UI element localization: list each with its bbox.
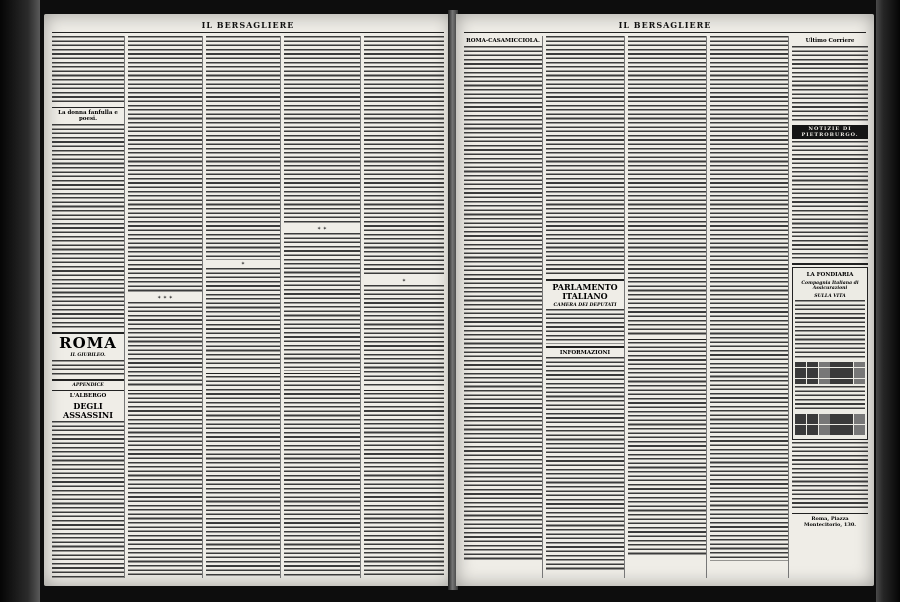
table-cell — [819, 430, 830, 435]
table-cell — [819, 368, 830, 373]
table-cell — [842, 425, 853, 430]
table-cell — [830, 425, 841, 430]
article-text — [628, 36, 706, 337]
table-cell — [830, 430, 841, 435]
feuilleton-text — [52, 421, 124, 578]
article-text — [546, 36, 624, 277]
appendice-label: APPENDICE — [72, 382, 104, 388]
table-cell — [807, 430, 818, 435]
article-text — [52, 360, 124, 377]
table-cell — [807, 368, 818, 373]
table-cell — [819, 373, 830, 378]
article-text — [284, 36, 360, 225]
article-text — [364, 285, 444, 388]
table-cell — [807, 425, 818, 430]
table-cell — [807, 362, 818, 367]
column-5-right — [792, 36, 868, 578]
article-text — [52, 124, 124, 330]
table-cell — [807, 414, 818, 419]
divider — [546, 279, 624, 281]
divider — [364, 390, 444, 391]
feuilleton-text — [128, 393, 202, 578]
separator-ornament: ✶ ✶ — [317, 226, 327, 233]
table-cell — [842, 430, 853, 435]
separator-ornament: ✶ — [240, 260, 246, 267]
table-cell — [854, 368, 865, 373]
column-5-left — [364, 36, 444, 578]
divider — [792, 263, 868, 265]
ultimo-corriere-headline: Ultimo Corriere — [805, 38, 855, 44]
table-cell — [819, 419, 830, 424]
table-cell — [795, 414, 806, 419]
ad-subtitle-vita: SULLA VITA — [814, 293, 846, 299]
table-cell — [842, 368, 853, 373]
book-edge-right — [876, 0, 900, 602]
ad-tariff-table — [795, 362, 865, 384]
article-text — [546, 357, 624, 572]
newspaper-page-left — [44, 14, 452, 586]
article-text — [364, 36, 444, 277]
divider — [206, 373, 280, 374]
table-cell — [807, 373, 818, 378]
feuilleton-kicker: L'ALBERGO — [69, 393, 107, 400]
feuilleton-text — [206, 376, 280, 578]
article-text — [284, 233, 360, 371]
table-cell — [830, 373, 841, 378]
ad-text — [795, 300, 865, 360]
table-cell — [842, 362, 853, 367]
article-text — [628, 342, 706, 557]
table-cell — [795, 430, 806, 435]
table-cell — [795, 368, 806, 373]
table-cell — [795, 362, 806, 367]
article-text — [128, 302, 202, 388]
page-header-right — [464, 20, 866, 33]
table-cell — [842, 379, 853, 384]
table-cell — [795, 419, 806, 424]
column-4-left — [284, 36, 361, 578]
parlamento-headline: PARLAMENTO ITALIANO — [552, 281, 618, 301]
article-text — [206, 36, 280, 260]
column-4-right — [710, 36, 789, 578]
advertisement-text — [792, 442, 868, 511]
table-cell — [819, 379, 830, 384]
table-cell — [842, 414, 853, 419]
feuilleton-text — [364, 393, 444, 578]
section-headline-roma: ROMA — [59, 334, 117, 353]
table-cell — [795, 379, 806, 384]
table-cell — [830, 368, 841, 373]
article-text — [206, 268, 280, 371]
divider — [792, 513, 868, 514]
separator-ornament: ✶ ✶ ✶ — [157, 295, 173, 301]
section-subheadline: IL GIUBILEO. — [70, 353, 106, 359]
column-2-right — [546, 36, 625, 578]
divider — [546, 346, 624, 348]
table-cell — [795, 373, 806, 378]
divider — [628, 339, 706, 340]
table-cell — [854, 419, 865, 424]
table-cell — [854, 425, 865, 430]
table-cell — [795, 425, 806, 430]
divider — [128, 390, 202, 391]
table-cell — [854, 414, 865, 419]
notizie-headline: NOTIZIE DI PIETROBURGO. — [792, 125, 868, 139]
divider — [284, 373, 360, 374]
ad-text — [795, 386, 865, 412]
table-cell — [854, 373, 865, 378]
column-2-left — [128, 36, 203, 578]
informazioni-headline: INFORMAZIONI — [559, 349, 611, 356]
ad-subtitle: Compagnia Italiana di Assicurazioni — [801, 280, 859, 292]
separator-ornament: ✶ — [401, 277, 407, 284]
table-cell — [819, 362, 830, 367]
table-cell — [830, 414, 841, 419]
column-1-left — [52, 36, 125, 578]
page-header-left — [52, 20, 444, 33]
masthead-title-right: IL BERSAGLIERE — [618, 20, 712, 30]
table-cell — [842, 419, 853, 424]
newspaper-page-right — [456, 14, 874, 586]
table-cell — [842, 373, 853, 378]
feuilleton-title: DEGLI ASSASSINI — [63, 400, 113, 420]
column-1-right — [464, 36, 543, 578]
table-cell — [854, 430, 865, 435]
article-text — [52, 36, 124, 105]
table-cell — [819, 425, 830, 430]
article-text — [128, 36, 202, 294]
printer-footer: Roma, Piazza Montecitorio, 130. — [803, 516, 857, 529]
divider — [52, 107, 124, 108]
table-cell — [830, 379, 841, 384]
parlamento-subheadline: CAMERA DEI DEPUTATI — [553, 302, 617, 308]
table-cell — [807, 419, 818, 424]
table-cell — [854, 379, 865, 384]
article-text — [792, 141, 868, 261]
book-edge-left — [0, 0, 40, 602]
table-cell — [819, 414, 830, 419]
table-cell — [830, 419, 841, 424]
table-cell — [854, 362, 865, 367]
column-3-left — [206, 36, 281, 578]
article-headline: ROMA-CASAMICCIOLA. — [466, 38, 540, 44]
table-cell — [830, 362, 841, 367]
divider — [52, 379, 124, 381]
ad-tariff-table — [795, 414, 865, 436]
table-cell — [807, 379, 818, 384]
masthead-title-left: IL BERSAGLIERE — [201, 20, 295, 30]
feuilleton-text — [284, 376, 360, 578]
article-text — [710, 36, 788, 561]
article-text — [546, 309, 624, 343]
divider — [52, 390, 124, 391]
article-text — [464, 46, 542, 562]
article-headline: La donna fanfulla e poesi. — [58, 109, 118, 123]
ad-title: LA FONDIARIA — [806, 272, 854, 279]
insurance-advertisement — [792, 267, 868, 440]
column-3-right — [628, 36, 707, 578]
article-text — [792, 46, 868, 123]
